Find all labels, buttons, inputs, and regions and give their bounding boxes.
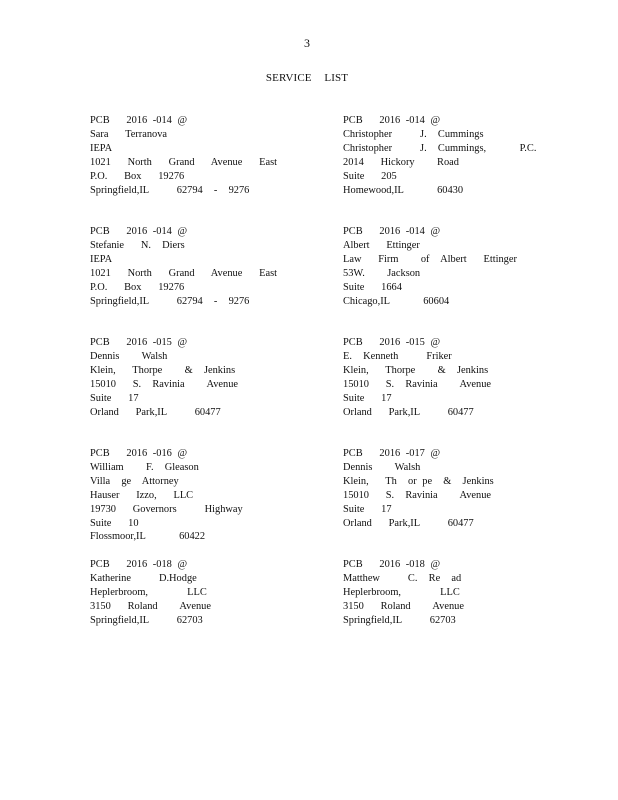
case-number: PCB 2016 -015 @ [90,337,188,348]
organization: Klein, Th or pe & Jenkins [343,475,494,487]
document-title: SERVICE LIST [265,72,349,84]
service-entry [90,114,343,211]
organization: Klein, Thorpe & Jenkins [90,364,236,376]
address-line: Suite 17 [343,392,392,404]
address-line: 15010 S. Ravinia Avenue [343,378,492,390]
address-line: P.O. Box 19276 [90,281,185,293]
city-state-zip: Chicago,IL 60604 [343,295,450,307]
city-state-zip: Springfield,IL 62703 [90,614,203,626]
address-line: 15010 S. Ravinia Avenue [343,489,492,501]
role: Villa ge Attorney [90,475,179,487]
address-line: 53W. Jackson [343,267,421,279]
address-line: 3150 Roland Avenue [343,600,464,612]
service-entry [343,336,530,433]
case-number: PCB 2016 -014 @ [343,115,441,126]
city-state-zip: Homewood,IL 60430 [343,184,464,196]
case-number: PCB 2016 -017 @ [343,448,441,459]
case-number: PCB 2016 -015 @ [343,337,441,348]
service-entry [90,336,343,433]
organization: IEPA [90,142,113,154]
party-name: Matthew C. Re ad [343,572,462,584]
service-entry [343,447,530,544]
page-number: 3 [304,36,310,50]
address-line: 1021 North Grand Avenue East [90,156,278,168]
city-state-zip: Orland Park,IL 60477 [343,517,474,529]
organization: Law Firm of Albert Ettinger [343,253,517,265]
case-number: PCB 2016 -014 @ [90,115,188,126]
city-state-zip: Springfield,IL 62703 [343,614,456,626]
address-line: 3150 Roland Avenue [90,600,211,612]
city-state-zip: Orland Park,IL 60477 [90,406,221,418]
organization: Christopher J. Cummings, P.C. [343,142,537,154]
address-line: Suite 17 [90,392,139,404]
organization: Heplerbroom, LLC [90,586,207,598]
address-line: Suite 205 [343,170,397,182]
service-entry [343,558,530,655]
case-number: PCB 2016 -014 @ [90,226,188,237]
party-name: William F. Gleason [90,461,199,473]
case-number: PCB 2016 -018 @ [90,559,188,570]
party-name: Dennis Walsh [90,350,168,362]
address-line: 1021 North Grand Avenue East [90,267,278,279]
organization: Klein, Thorpe & Jenkins [343,364,489,376]
case-number: PCB 2016 -014 @ [343,226,441,237]
party-name: Albert Ettinger [343,239,420,251]
city-state-zip: Springfield,IL 62794 - 9276 [90,184,250,196]
service-entry [90,558,343,655]
organization: Hauser Izzo, LLC [90,489,194,501]
service-entry [90,447,343,544]
city-state-zip: Springfield,IL 62794 - 9276 [90,295,250,307]
party-name: Stefanie N. Diers [90,239,185,251]
city-state-zip: Flossmoor,IL 60422 [90,531,206,543]
service-entry [90,225,343,322]
city-state-zip: Orland Park,IL 60477 [343,406,474,418]
address-line: Suite 10 [90,517,139,529]
service-list [90,114,537,655]
address-line: 19730 Governors Highway [90,503,243,515]
party-name: Christopher J. Cummings [343,128,484,140]
address-line: P.O. Box 19276 [90,170,185,182]
address-line: Suite 1664 [343,281,402,293]
address-line: 15010 S. Ravinia Avenue [90,378,239,390]
party-name: Dennis Walsh [343,461,421,473]
case-number: PCB 2016 -018 @ [343,559,441,570]
service-entry [343,114,537,211]
address-line: 2014 Hickory Road [343,156,459,168]
party-name: Sara Terranova [90,128,168,140]
case-number: PCB 2016 -016 @ [90,448,188,459]
address-line: Suite 17 [343,503,392,515]
service-entry [343,225,530,322]
party-name: E. Kenneth Friker [343,350,452,362]
party-name: Katherine D.Hodge [90,572,197,584]
organization: Heplerbroom, LLC [343,586,460,598]
organization: IEPA [90,253,113,265]
